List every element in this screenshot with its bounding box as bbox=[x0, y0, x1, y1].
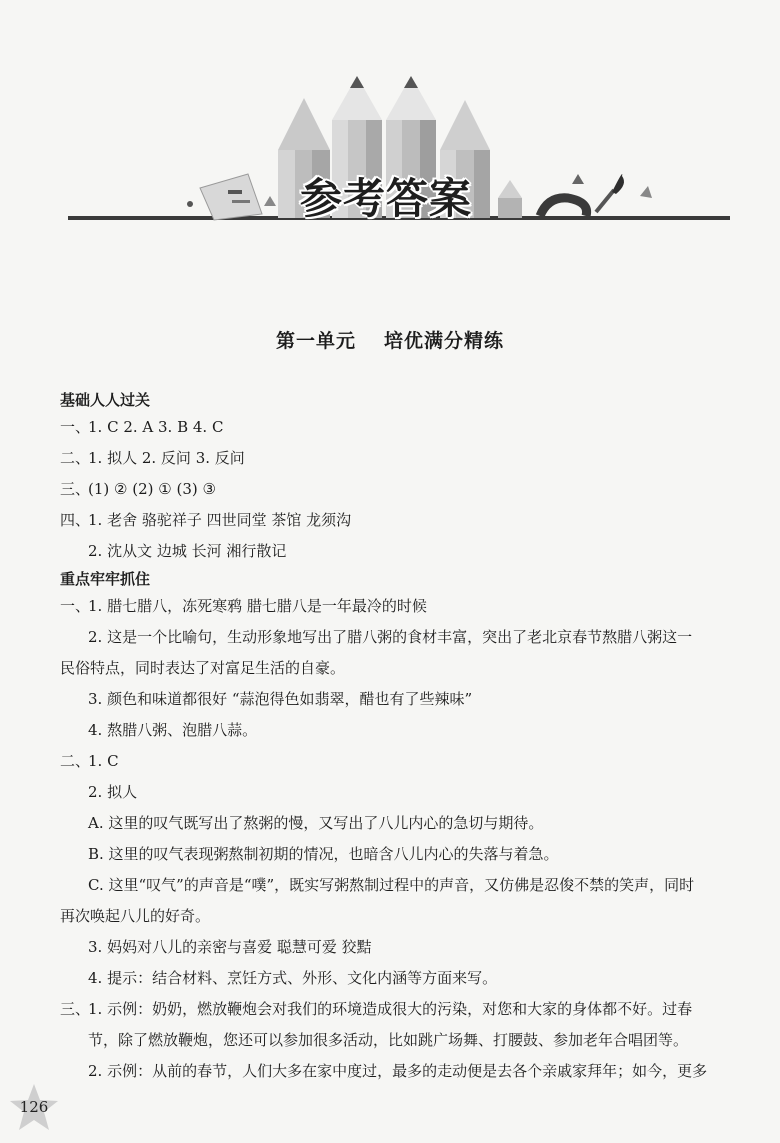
unit-title-name: 培优满分精练 bbox=[384, 330, 505, 352]
answer-line: 2. 这是一个比喻句，生动形象地写出了腊八粥的食材丰富，突出了老北京春节熬腊八粥这一 bbox=[88, 628, 693, 646]
answer-line: 2. 沈从文 边城 长河 湘行散记 bbox=[88, 542, 287, 560]
section-heading: 重点牢牢抓住 bbox=[60, 570, 151, 588]
answer-line: 四、1. 老舍 骆驼祥子 四世同堂 茶馆 龙须沟 bbox=[60, 511, 352, 529]
answer-line: 一、1. C 2. A 3. B 4. C bbox=[60, 418, 224, 436]
answer-line: 2. 示例：从前的春节，人们大多在家中度过，最多的走动便是去各个亲戚家拜年；如今，更多 bbox=[88, 1062, 708, 1080]
brush-icon bbox=[540, 174, 652, 216]
answer-line: C. 这里“叹气”的声音是“噗”，既实写粥熬制过程中的声音，又仿佛是忍俊不禁的笑声，同时 bbox=[88, 876, 695, 894]
answer-line: 二、1. C bbox=[60, 752, 119, 770]
answer-line: 2. 拟人 bbox=[88, 783, 138, 801]
answer-line: 4. 提示：结合材料、烹饪方式、外形、文化内涵等方面来写。 bbox=[88, 969, 498, 987]
section-heading: 基础人人过关 bbox=[60, 391, 151, 409]
book-icon bbox=[200, 174, 262, 220]
answer-content bbox=[60, 388, 740, 1087]
answer-line: 民俗特点，同时表达了对富足生活的自豪。 bbox=[60, 659, 346, 677]
answer-line: 4. 熬腊八粥、泡腊八蒜。 bbox=[88, 721, 258, 739]
answer-line: 三、(1) ② (2) ① (3) ③ bbox=[60, 480, 216, 498]
answer-line: 节，除了燃放鞭炮，您还可以参加很多活动，比如跳广场舞、打腰鼓、参加老年合唱团等。 bbox=[88, 1031, 689, 1049]
title-banner bbox=[0, 0, 780, 240]
unit-title bbox=[0, 326, 780, 353]
answer-line: 3. 妈妈对八儿的亲密与喜爱 聪慧可爱 狡黠 bbox=[88, 938, 372, 956]
unit-title-number: 第一单元 bbox=[275, 330, 356, 352]
answer-line: 一、1. 腊七腊八，冻死寒鸦 腊七腊八是一年最冷的时候 bbox=[60, 597, 427, 615]
answer-line: 3. 颜色和味道都很好 “蒜泡得色如翡翠，醋也有了些辣味” bbox=[88, 690, 473, 708]
answer-line: 再次唤起八儿的好奇。 bbox=[60, 907, 211, 925]
page-number: 126 bbox=[19, 1098, 49, 1116]
answer-line: 三、1. 示例：奶奶，燃放鞭炮会对我们的环境造成很大的污染，对您和大家的身体都不好。过春 bbox=[60, 1000, 693, 1018]
answer-line: A. 这里的叹气既写出了熬粥的慢，又写出了八儿内心的急切与期待。 bbox=[88, 814, 544, 832]
banner-title: 参考答案 bbox=[299, 174, 472, 223]
pencil-icon bbox=[498, 180, 522, 218]
answer-line: B. 这里的叹气表现粥熬制初期的情况，也暗含八儿内心的失落与着急。 bbox=[88, 845, 559, 863]
answer-line: 二、1. 拟人 2. 反问 3. 反问 bbox=[60, 449, 245, 467]
